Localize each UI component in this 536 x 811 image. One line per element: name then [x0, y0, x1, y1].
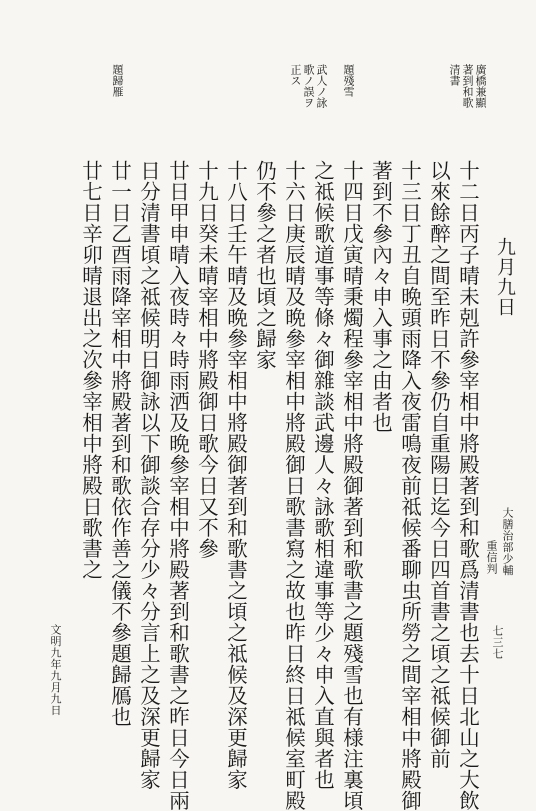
body-column: 十九日癸未晴宰相中將殿御日歌今日又不參 — [194, 160, 219, 559]
marginal-note-line: 著到和歌 — [461, 64, 474, 108]
marginal-note-line: 歌ノ誤ヲ — [302, 64, 315, 108]
body-column: 十六日庚辰晴及晩參宰相中將殿御日歌書寫之故也昨日終日祗候室町殿 — [281, 160, 306, 811]
body-column: 著到不參內々申入事之由者也 — [368, 160, 393, 433]
marginal-note-line: 廣橋兼顯 — [474, 64, 487, 108]
body-column: 十八日壬午晴及晩參宰相中將殿御著到和歌書之頃之祗候及深更歸家 — [223, 160, 248, 790]
marginal-note-line: 正ス — [289, 64, 302, 86]
body-column: 日分清書頃之祗候明日御詠以下御談合存分少々分言上之及深更歸家 — [136, 160, 161, 790]
body-column: 十三日丁丑自晩頭雨降入夜雷鳴夜前祗候番聊虫所勞之間宰相中將殿御 — [397, 160, 422, 811]
body-column: 十四日戊寅晴秉燭程參宰相中將殿御著到和歌書之題殘雪也有様注裏頃 — [339, 160, 364, 811]
body-column: 十二日丙子晴未剋許參宰相中將殿著到和歌爲清書也去十日北山之大飲 — [455, 160, 480, 811]
marginal-note-line: 清書 — [448, 64, 461, 86]
body-column: 廿日甲申晴入夜時々時雨洒及晩參宰相中將殿著到和歌書之昨日今日兩 — [165, 160, 190, 811]
body-column: 廿一日乙酉雨降宰相中將殿著到和歌依作善之儀不參題歸鴈也 — [107, 160, 132, 727]
heading-date: 九月九日 — [494, 237, 516, 317]
body-column: 廿七日辛卯晴退出之次參宰相中將殿日歌書之 — [78, 160, 103, 580]
page-number: 七三七 — [491, 625, 504, 660]
marginal-note-line: 題殘雪 — [342, 64, 355, 97]
body-column: 以來餘醉之間至昨日不參仍自重陽日迄今日四首書之頃之祗候御前 — [426, 160, 451, 769]
signature-line-1: 大膳治部少輔 — [501, 507, 514, 576]
body-column: 仍不參之者也頃之歸家 — [252, 160, 277, 370]
signature-line-2: 重信判 — [485, 540, 498, 575]
running-footer-date: 文明九年九月九日 — [49, 624, 62, 716]
marginal-note-line: 武人ノ詠 — [315, 64, 328, 108]
body-column: 之祗候歌道事等條々御雜談武邊人々詠歌相違事等少々申入直與者也 — [310, 160, 335, 790]
marginal-note-line: 題歸雁 — [111, 64, 124, 97]
